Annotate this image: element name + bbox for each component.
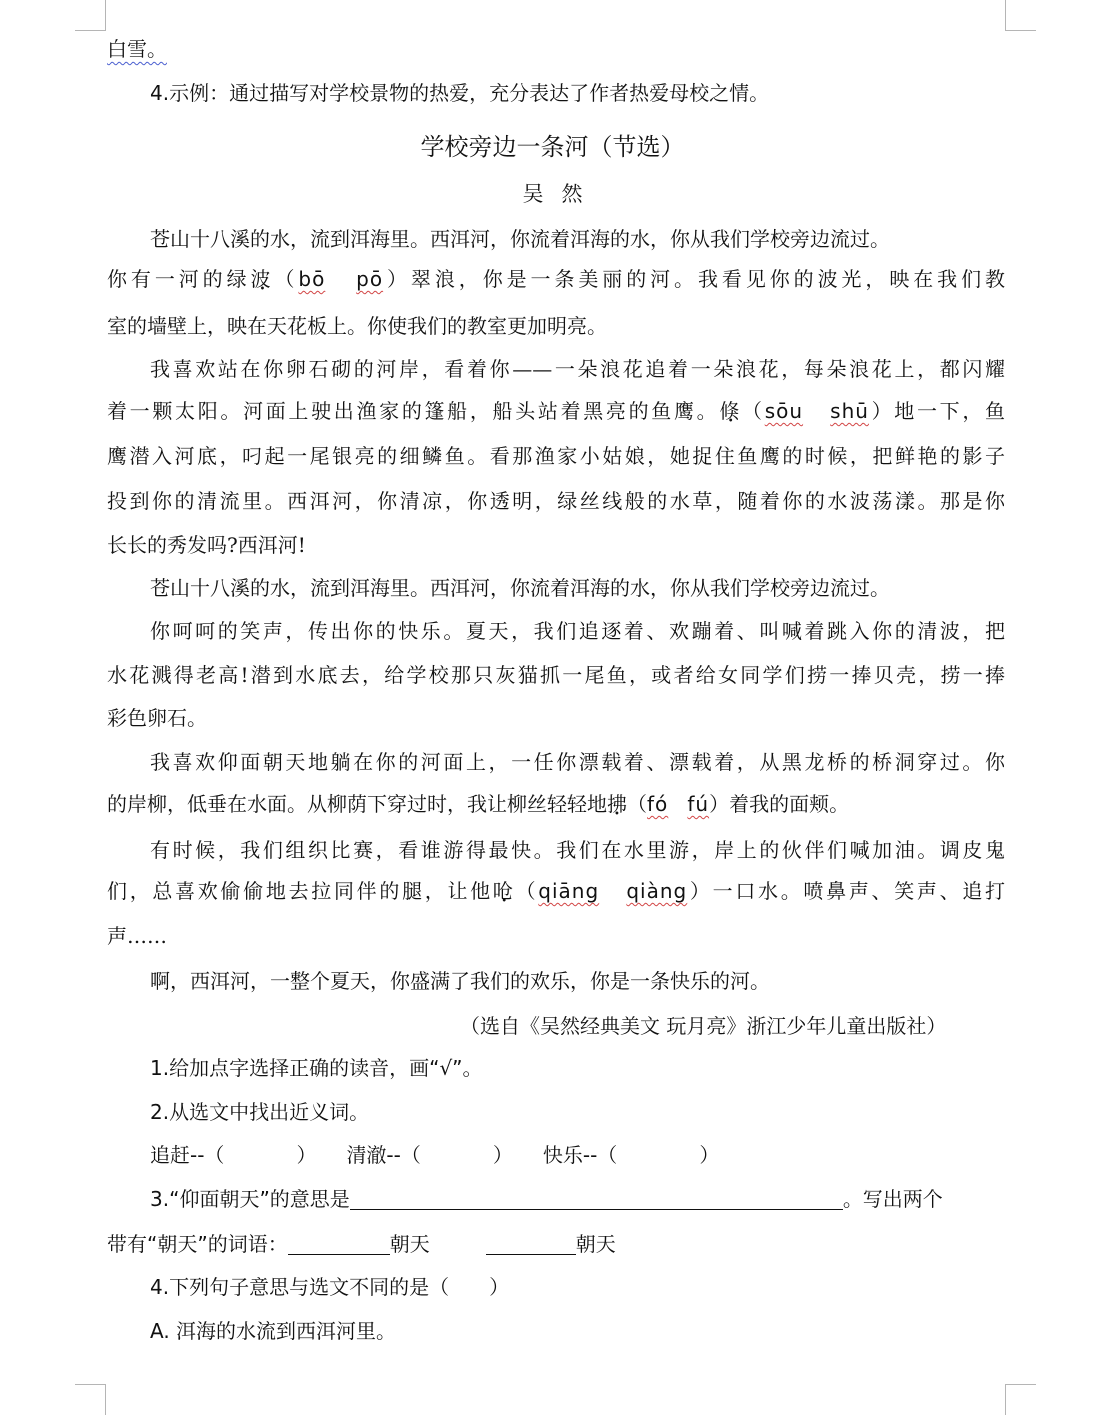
paragraph-6-line-1: 我喜欢仰面朝天地躺在你的河面上，一任你漂载着、漂载着，从黑龙桥的桥洞穿过。你 [150, 750, 1005, 774]
dotted-char: 倏 [719, 399, 743, 423]
answer-blank[interactable] [288, 1232, 390, 1255]
question-4-option-a[interactable]: A. 洱海的水流到西洱河里。 [150, 1319, 397, 1343]
answer-blank[interactable] [350, 1187, 843, 1210]
paragraph-3-line-4: 投到你的清流里。西洱河，你清凉，你透明，绿丝线般的水草，随着你的水波荡漾。那是你 [107, 489, 1005, 513]
pinyin-option[interactable]: fó [647, 792, 669, 816]
crop-mark-top-left [75, 0, 106, 31]
prev-answer-text: 白雪。 [107, 37, 167, 61]
article-source: （选自《吴然经典美文 玩月亮》浙江少年儿童出版社） [460, 1014, 947, 1038]
pinyin-option[interactable]: sōu [764, 399, 804, 423]
answer-blank[interactable] [486, 1232, 576, 1255]
pinyin-option[interactable]: shū [830, 399, 869, 423]
paragraph-8: 啊，西洱河，一整个夏天，你盛满了我们的欢乐，你是一条快乐的河。 [150, 969, 770, 993]
paragraph-1: 苍山十八溪的水，流到洱海里。西洱河，你流着洱海的水，你从我们学校旁边流过。 [150, 227, 890, 251]
paragraph-7-line-3: 声…… [107, 924, 167, 948]
paragraph-6-line-2: 的岸柳，低垂在水面。从柳荫下穿过时，我让柳丝轻轻地拂（fó fú）着我的面颊。 [107, 792, 850, 816]
paragraph-3-line-5: 长长的秀发吗?西洱河! [107, 533, 306, 557]
paragraph-3-line-2: 着一颗太阳。河面上驶出渔家的篷船，船头站着黑亮的鱼鹰。倏（sōu shū）地一下，鱼 [107, 399, 1006, 423]
paragraph-4: 苍山十八溪的水，流到洱海里。西洱河，你流着洱海的水，你从我们学校旁边流过。 [150, 576, 890, 600]
paragraph-5-line-2: 水花溅得老高!潜到水底去，给学校那只灰猫抓一尾鱼，或者给女同学们捞一捧贝壳，捞一捧 [107, 663, 1005, 687]
paragraph-5-line-3: 彩色卵石。 [107, 706, 207, 730]
crop-mark-bottom-left [75, 1384, 106, 1415]
question-1: 1.给加点字选择正确的读音，画“√”。 [150, 1056, 483, 1080]
dotted-char: 拂 [607, 792, 627, 816]
question-4: 4.下列句子意思与选文不同的是（ ） [150, 1275, 510, 1299]
paragraph-7-line-2: 们，总喜欢偷偷地去拉同伴的腿，让他呛（qiāng qiàng）一口水。喷鼻声、笑声、追打 [107, 879, 1006, 903]
question-3-line-1: 3.“仰面朝天”的意思是 。写出两个 [150, 1187, 943, 1211]
question-2-items: 追赶--（ ） 清澈--（ ） 快乐--（ ） [150, 1143, 720, 1167]
prev-answer-line [107, 34, 167, 64]
paragraph-3-line-1: 我喜欢站在你卵石砌的河岸，看着你——一朵浪花追着一朵浪花，每朵浪花上，都闪耀 [150, 357, 1005, 381]
question-2: 2.从选文中找出近义词。 [150, 1100, 370, 1124]
question-3-line-2: 带有“朝天”的词语： 朝天 朝天 [107, 1232, 616, 1256]
pinyin-option[interactable]: bō [298, 267, 326, 291]
paragraph-3-line-3: 鹰潜入河底，叼起一尾银亮的细鳞鱼。看那渔家小姑娘，她捉住鱼鹰的时候，把鲜艳的影子 [107, 444, 1005, 468]
crop-mark-top-right [1005, 0, 1036, 31]
pinyin-option[interactable]: pō [356, 267, 384, 291]
paragraph-2-line-1: 你有一河的绿波（bō pō）翠浪，你是一条美丽的河。我看见你的波光，映在我们教 [107, 267, 1006, 291]
pinyin-option[interactable]: fú [687, 792, 710, 816]
dotted-char: 波 [250, 267, 275, 291]
pinyin-option[interactable]: qiàng [626, 879, 688, 903]
paragraph-7-line-1: 有时候，我们组织比赛，看谁游得最快。我们在水里游，岸上的伙伴们喊加油。调皮鬼 [150, 838, 1005, 862]
prev-answer-item4: 4.示例：通过描写对学校景物的热爱，充分表达了作者热爱母校之情。 [150, 81, 770, 105]
pinyin-option[interactable]: qiāng [538, 879, 600, 903]
paragraph-5-line-1: 你呵呵的笑声，传出你的快乐。夏天，我们追逐着、欢蹦着、叫喊着跳入你的清波，把 [150, 619, 1005, 643]
article-author: 吴然 [522, 182, 601, 206]
article-title: 学校旁边一条河（节选） [420, 133, 685, 161]
paragraph-2-line-2: 室的墙壁上，映在天花板上。你使我们的教室更加明亮。 [107, 314, 607, 338]
crop-mark-bottom-right [1005, 1384, 1036, 1415]
dotted-char: 呛 [492, 879, 516, 903]
